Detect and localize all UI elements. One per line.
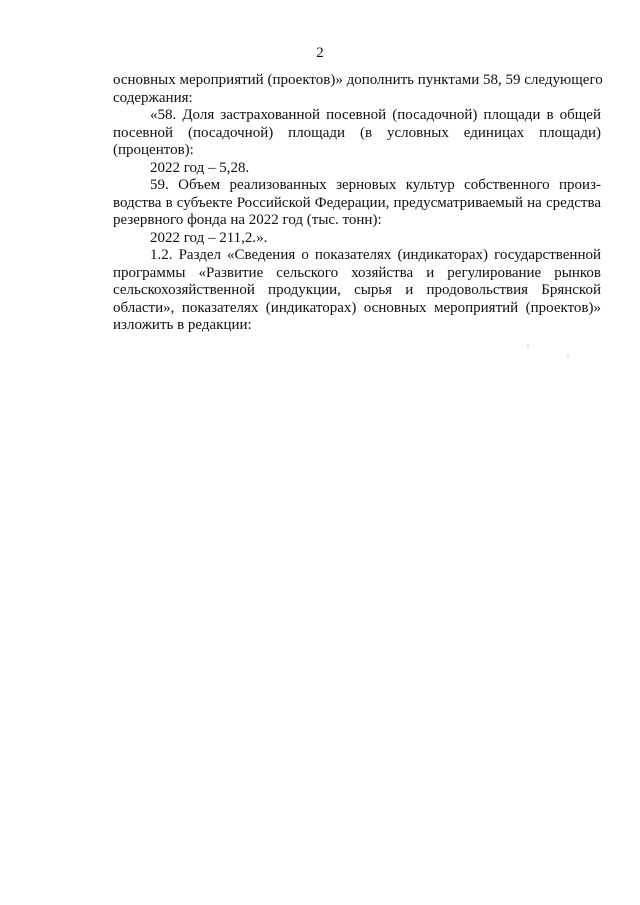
text-line: резервного фонда на 2022 год (тыс. тонн): xyxy=(113,212,382,228)
text-line: изложить в редакции: xyxy=(113,317,252,333)
text-line: программы «Развитие сельского хозяйства и регулирование рынков xyxy=(113,264,601,281)
text-line: основных мероприятий (проектов)» дополнить пунктами 58, 59 следующего xyxy=(113,72,603,88)
text-line: 59. Объем реализованных зерновых культур собственного произ- xyxy=(150,177,601,193)
scan-artifact xyxy=(527,345,529,346)
text-line: 2022 год – 211,2.». xyxy=(150,229,268,246)
text-line: сельскохозяйственной продукции, сырья и продовольствия Брянской xyxy=(113,282,601,298)
text-line: (процентов): xyxy=(113,142,194,158)
scan-artifact xyxy=(567,356,569,357)
document-body xyxy=(113,72,601,335)
text-line: 1.2. Раздел «Сведения о показателях (индикаторах) государственной xyxy=(150,247,601,263)
text-line: водства в субъекте Российской Федерации, предусматриваемый на средства xyxy=(113,194,601,211)
text-line: «58. Доля застрахованной посевной (посадочной) площади в общей xyxy=(150,107,601,123)
text-line: области», показателях (индикаторах) основных мероприятий (проектов)» xyxy=(113,299,601,316)
page-number: 2 xyxy=(316,45,324,61)
text-line: содержания: xyxy=(113,89,193,106)
text-line: 2022 год – 5,28. xyxy=(150,159,250,176)
text-line: посевной (посадочной) площади (в условных единицах площади) xyxy=(113,124,601,141)
